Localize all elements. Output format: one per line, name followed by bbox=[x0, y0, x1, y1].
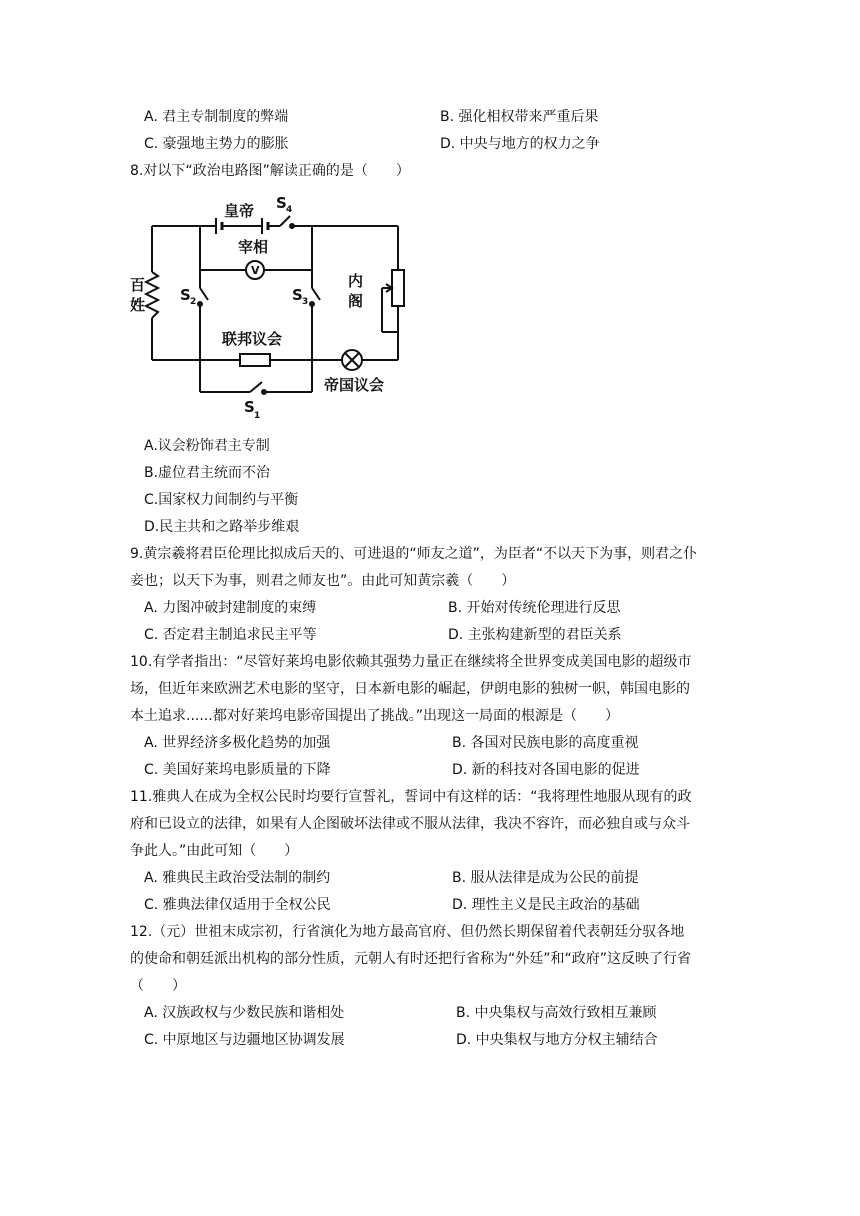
cabinet-label-2: 阁 bbox=[348, 292, 364, 310]
q8-option-b: B.虚位君主统而不治 bbox=[144, 465, 271, 481]
q10-stem-line-1: 10.有学者指出：“尽管好莱坞电影依赖其强势力量正在继续将全世界变成美国电影的超级市 bbox=[130, 654, 692, 670]
q10-option-d: D. 新的科技对各国电影的促进 bbox=[452, 762, 640, 778]
q11-option-b: B. 服从法律是成为公民的前提 bbox=[452, 870, 639, 886]
q10-option-b: B. 各国对民族电影的高度重视 bbox=[452, 735, 639, 751]
voltmeter-label: V bbox=[251, 264, 260, 277]
q9-option-c: C. 否定君主制追求民主平等 bbox=[144, 627, 317, 643]
q11-option-d: D. 理性主义是民主政治的基础 bbox=[452, 897, 640, 913]
q12-option-c: C. 中原地区与边疆地区协调发展 bbox=[144, 1032, 345, 1048]
q8-option-a: A.议会粉饰君主专制 bbox=[144, 438, 270, 454]
s1-subscript: 1 bbox=[254, 411, 261, 421]
q7-option-a: A. 君主专制制度的弊端 bbox=[144, 109, 289, 125]
s1-label: S bbox=[244, 398, 255, 416]
emperor-label: 皇帝 bbox=[224, 202, 255, 220]
federal-council-label: 联邦议会 bbox=[222, 330, 283, 348]
s4-subscript: 4 bbox=[286, 205, 293, 215]
q7-option-d: D. 中央与地方的权力之争 bbox=[440, 136, 600, 152]
q9-option-d: D. 主张构建新型的君臣关系 bbox=[448, 627, 622, 643]
q12-option-b: B. 中央集权与高效行致相互兼顾 bbox=[456, 1005, 657, 1021]
q9-stem-line-2: 妾也；以天下为事，则君之师友也”。由此可知黄宗羲（ ） bbox=[130, 573, 516, 589]
cabinet-label-1: 内 bbox=[348, 272, 364, 290]
q9-option-a: A. 力图冲破封建制度的束缚 bbox=[144, 600, 317, 616]
q11-stem-line-1: 11.雅典人在成为全权公民时均要行宣誓礼，誓词中有这样的话：“我将理性地服从现有的政 bbox=[130, 789, 692, 805]
q12-stem-line-1: 12.（元）世祖末成宗初，行省演化为地方最高官府、但仍然长期保留着代表朝廷分驭各地 bbox=[130, 924, 685, 940]
q8-stem: 8.对以下“政治电路图”解读正确的是（ ） bbox=[130, 163, 410, 179]
q11-stem-line-2: 府和已设立的法律，如果有人企图破坏法律或不服从法律，我决不容许，而必独自或与众斗 bbox=[130, 816, 690, 832]
q10-option-a: A. 世界经济多极化趋势的加强 bbox=[144, 735, 331, 751]
q7-option-c: C. 豪强地主势力的膨胀 bbox=[144, 136, 289, 152]
q12-option-a: A. 汉族政权与少数民族和谐相处 bbox=[144, 1005, 345, 1021]
s2-label: S bbox=[180, 286, 191, 304]
people-label-1: 百 bbox=[130, 276, 146, 294]
q11-stem-line-3: 争此人。”由此可知（ ） bbox=[130, 843, 299, 859]
q9-option-b: B. 开始对传统伦理进行反思 bbox=[448, 600, 621, 616]
q8-option-d: D.民主共和之路举步维艰 bbox=[144, 519, 300, 535]
q10-option-c: C. 美国好莱坞电影质量的下降 bbox=[144, 762, 331, 778]
q7-option-b: B. 强化相权带来严重后果 bbox=[440, 109, 599, 125]
s3-label: S bbox=[292, 286, 303, 304]
imperial-council-label: 帝国议会 bbox=[324, 376, 385, 394]
s2-subscript: 2 bbox=[190, 297, 197, 307]
q12-stem-line-3: （ ） bbox=[130, 978, 186, 994]
q11-option-a: A. 雅典民主政治受法制的制约 bbox=[144, 870, 331, 886]
q11-option-c: C. 雅典法律仅适用于全权公民 bbox=[144, 897, 331, 913]
s4-label: S bbox=[276, 194, 287, 212]
q8-option-c: C.国家权力间制约与平衡 bbox=[144, 492, 299, 508]
q12-option-d: D. 中央集权与地方分权主辅结合 bbox=[456, 1032, 658, 1048]
q10-stem-line-3: 本土追求......都对好莱坞电影帝国提出了挑战。”出现这一局面的根源是（ ） bbox=[130, 708, 619, 724]
people-label-2: 姓 bbox=[130, 296, 146, 314]
chancellor-label: 宰相 bbox=[238, 238, 269, 256]
q10-stem-line-2: 场，但近年来欧洲艺术电影的坚守，日本新电影的崛起，伊朗电影的独树一帜，韩国电影的 bbox=[130, 681, 690, 697]
q12-stem-line-2: 的使命和朝廷派出机构的部分性质，元朝人有时还把行省称为“外廷”和“政府”这反映了行省 bbox=[130, 951, 692, 967]
s3-subscript: 3 bbox=[302, 297, 309, 307]
political-circuit-diagram bbox=[130, 192, 410, 426]
q9-stem-line-1: 9.黄宗羲将君臣伦理比拟成后天的、可进退的“师友之道”，为臣者“不以天下为事，则君之仆 bbox=[130, 546, 698, 562]
